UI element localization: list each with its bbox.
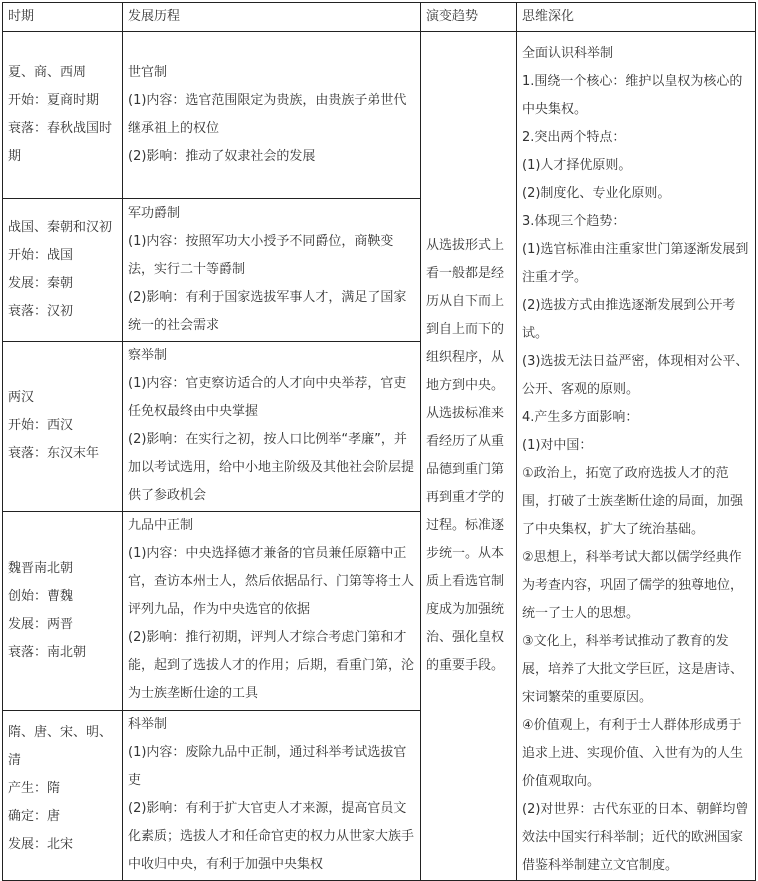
period-line: 夏、商、西周 bbox=[8, 65, 87, 81]
table-row bbox=[3, 32, 756, 199]
period-cell bbox=[3, 32, 123, 199]
system-content: (1)内容：官吏察访适合的人才向中央举荐，官吏任免权最终由中央掌握 bbox=[128, 376, 407, 420]
period-cell bbox=[3, 341, 123, 511]
system-content: (1)内容：中央选择德才兼备的官员兼任原籍中正官，查访本州士人，然后依据品行、门第等将士人评列九品，作为中央选官的依据 bbox=[128, 545, 415, 617]
period-line: 开始：战国 bbox=[8, 247, 74, 263]
period-line: 发展：两晋 bbox=[8, 616, 74, 632]
header-history: 发展历程 bbox=[123, 3, 421, 32]
period-line: 发展：秦朝 bbox=[8, 275, 74, 291]
period-line: 隋、唐、宋、明、清 bbox=[8, 724, 113, 768]
deepening-line: 4.产生多方面影响： bbox=[522, 410, 639, 425]
system-name: 察举制 bbox=[128, 348, 168, 364]
deepening-cell bbox=[517, 32, 756, 881]
header-period: 时期 bbox=[3, 3, 123, 32]
deepening-line: ②思想上，科举考试大都以儒学经典作为考查内容，巩固了儒学的独尊地位，统一了士人的思想。 bbox=[522, 550, 744, 621]
header-trend: 演变趋势 bbox=[421, 3, 517, 32]
system-name: 世官制 bbox=[128, 65, 168, 81]
header-row bbox=[3, 3, 756, 32]
history-cell bbox=[123, 341, 421, 511]
deepening-line: ④价值观上，有利于士人群体形成勇于追求上进、实现价值、入世有为的人生价值观取向。 bbox=[522, 718, 744, 789]
deepening-line: (2)制度化、专业化原则。 bbox=[522, 186, 671, 201]
system-impact: (2)影响：在实行之初，按人口比例举“孝廉”，并加以考试选用，给中小地主阶级及其他社会阶层提供了参政机会 bbox=[128, 432, 415, 504]
history-cell bbox=[123, 32, 421, 199]
history-cell bbox=[123, 511, 421, 710]
period-line: 衰落：汉初 bbox=[8, 303, 74, 319]
deepening-line: (1)人才择优原则。 bbox=[522, 158, 632, 173]
period-line: 衰落：南北朝 bbox=[8, 644, 87, 660]
system-name: 九品中正制 bbox=[128, 517, 194, 533]
deepening-line: ③文化上，科举考试推动了教育的发展，培养了大批文学巨匠，这是唐诗、宋词繁荣的重要原因。 bbox=[522, 634, 744, 705]
period-line: 衰落：春秋战国时期 bbox=[8, 121, 113, 165]
deepening-line: (3)选拔无法日益严密，体现相对公平、公开、客观的原则。 bbox=[522, 354, 749, 397]
system-content: (1)内容：按照军功大小授予不同爵位，商鞅变法，实行二十等爵制 bbox=[128, 233, 394, 277]
system-name: 科举制 bbox=[128, 716, 168, 732]
system-content: (1)内容：选官范围限定为贵族，由贵族子弟世代继承祖上的权位 bbox=[128, 93, 407, 137]
header-deepening: 思维深化 bbox=[517, 3, 756, 32]
period-cell bbox=[3, 199, 123, 341]
trend-text: 从选拔形式上看一般都是经历从自下而上到自上而下的组织程序，从地方到中央。从选拔标准来看经历了从重品德到重门第再到重才学的过程。标准逐步统一。从本质上看选官制度成为加强统治、强化皇权的重要手段。 bbox=[426, 238, 505, 673]
period-cell bbox=[3, 511, 123, 710]
system-impact: (2)影响：推行初期，评判人才综合考虑门第和才能，起到了选拔人才的作用；后期，看重门第，沦为士族垄断仕途的工具 bbox=[128, 629, 415, 701]
history-cell bbox=[123, 710, 421, 880]
period-cell bbox=[3, 710, 123, 880]
system-name: 军功爵制 bbox=[128, 205, 181, 221]
period-line: 创始：曹魏 bbox=[8, 588, 74, 604]
period-line: 衰落：东汉末年 bbox=[8, 446, 100, 462]
system-impact: (2)影响：推动了奴隶社会的发展 bbox=[128, 149, 316, 165]
history-table bbox=[2, 2, 756, 881]
period-line: 开始：西汉 bbox=[8, 418, 74, 434]
period-line: 战国、秦朝和汉初 bbox=[8, 219, 113, 235]
system-content: (1)内容：废除九品中正制，通过科举考试选拔官吏 bbox=[128, 744, 407, 788]
period-line: 开始：夏商时期 bbox=[8, 93, 100, 109]
deepening-line: 2.突出两个特点： bbox=[522, 130, 626, 145]
deepening-line: (1)选官标准由注重家世门第逐渐发展到注重才学。 bbox=[522, 242, 749, 285]
deepening-line: 3.体现三个趋势： bbox=[522, 214, 626, 229]
period-line: 确定：唐 bbox=[8, 808, 61, 824]
deepening-line: 全面认识科举制 bbox=[522, 46, 614, 61]
period-line: 魏晋南北朝 bbox=[8, 560, 74, 576]
deepening-line: ①政治上，拓宽了政府选拔人才的范围，打破了士族垄断仕途的局面，加强了中央集权，扩大了统治基础。 bbox=[522, 466, 744, 537]
system-impact: (2)影响：有利于扩大官吏人才来源，提高官员文化素质；选拔人才和任命官吏的权力从世家大族手中收归中央，有利于加强中央集权 bbox=[128, 800, 415, 872]
period-line: 两汉 bbox=[8, 390, 35, 406]
period-line: 发展：北宋 bbox=[8, 836, 74, 852]
deepening-line: (1)对中国： bbox=[522, 438, 593, 453]
deepening-line: (2)选拔方式由推选逐渐发展到公开考试。 bbox=[522, 298, 736, 341]
history-cell bbox=[123, 199, 421, 341]
deepening-line: (2)对世界：古代东亚的日本、朝鲜均曾效法中国实行科举制；近代的欧洲国家借鉴科举制建立文官制度。 bbox=[522, 802, 749, 873]
deepening-line: 1.围绕一个核心：维护以皇权为核心的中央集权。 bbox=[522, 74, 743, 117]
trend-cell bbox=[421, 32, 517, 881]
period-line: 产生：隋 bbox=[8, 780, 61, 796]
system-impact: (2)影响：有利于国家选拔军事人才，满足了国家统一的社会需求 bbox=[128, 289, 407, 333]
